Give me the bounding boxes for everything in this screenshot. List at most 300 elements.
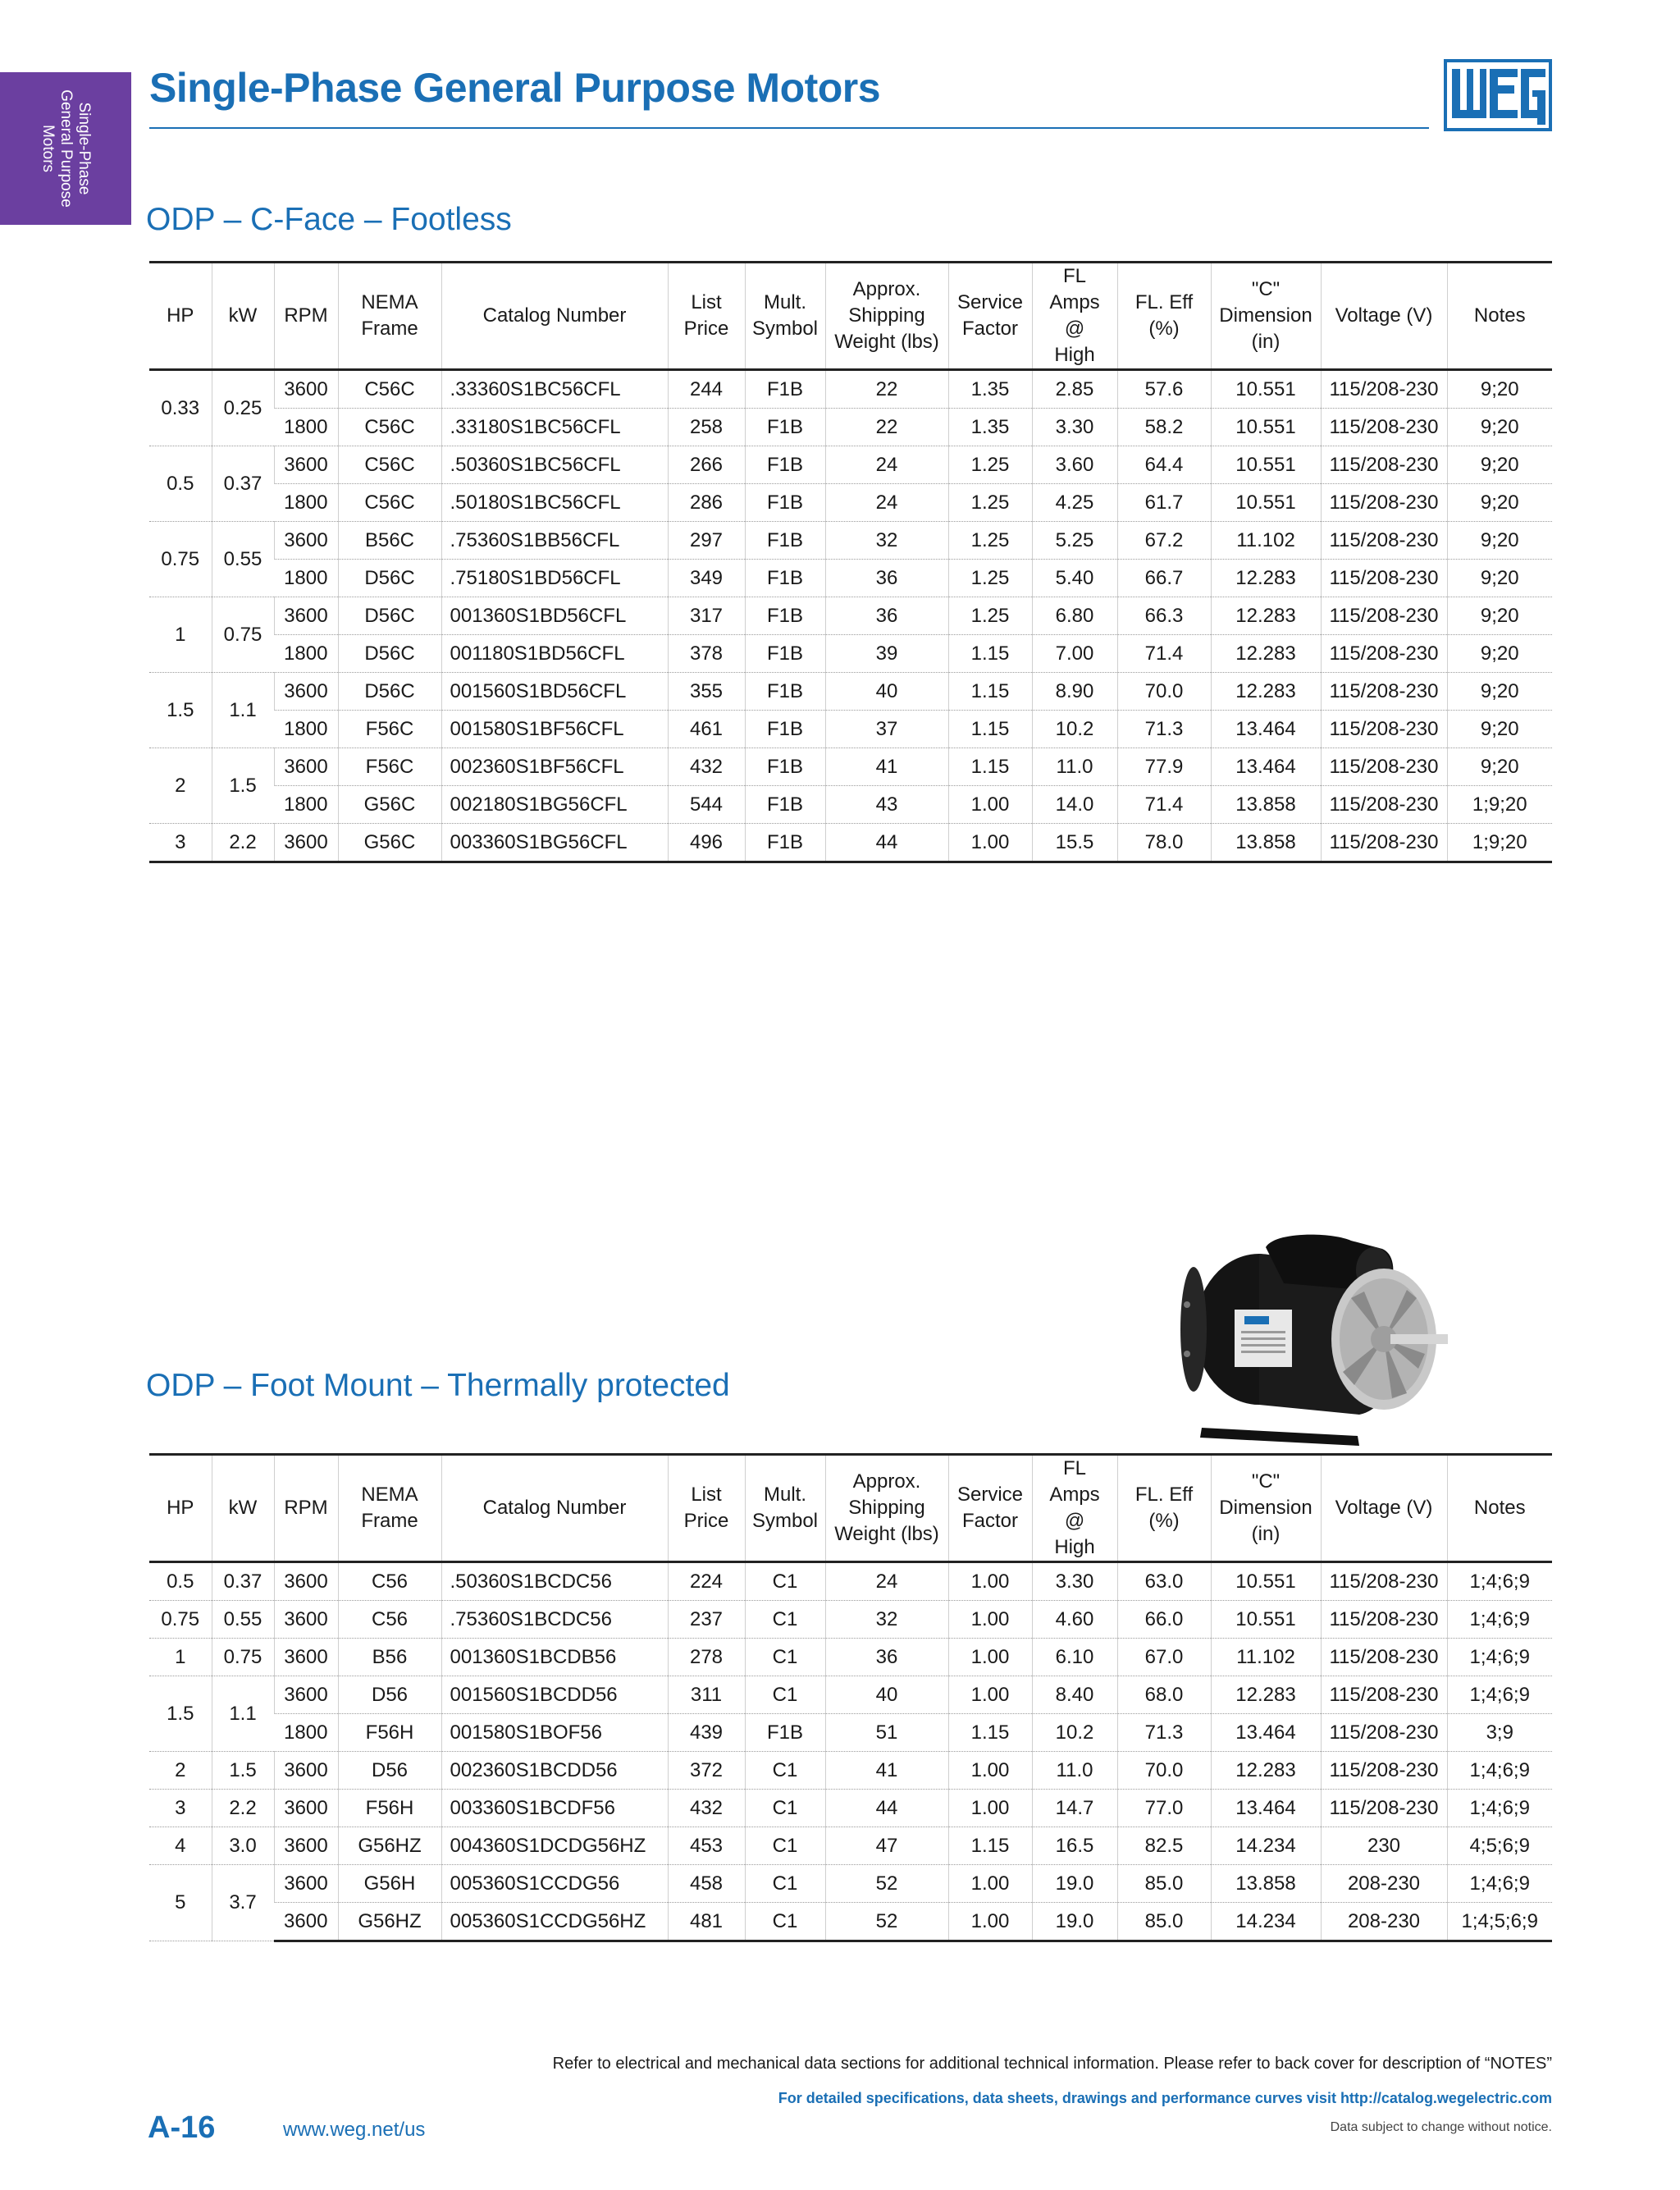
section-tab-line: Motors bbox=[39, 124, 57, 173]
price-cell: 461 bbox=[668, 711, 745, 748]
fl-eff-cell: 71.3 bbox=[1117, 711, 1211, 748]
c-dimension-cell: 14.234 bbox=[1211, 1827, 1321, 1865]
service-factor-cell: 1.00 bbox=[948, 1865, 1032, 1903]
fl-amps-cell: 8.90 bbox=[1032, 673, 1117, 711]
table-row bbox=[149, 1601, 1552, 1639]
rpm-cell: 3600 bbox=[274, 522, 338, 560]
price-cell: 317 bbox=[668, 597, 745, 635]
table-row bbox=[149, 560, 1552, 597]
service-factor-cell: 1.25 bbox=[948, 597, 1032, 635]
fl-eff-cell: 85.0 bbox=[1117, 1865, 1211, 1903]
mult-symbol-cell: C1 bbox=[745, 1752, 825, 1790]
service-factor-cell: 1.25 bbox=[948, 484, 1032, 522]
catalog-link[interactable]: For detailed specifications, data sheets, drawings and performance curves visit http://catalog.wegelectric.com bbox=[778, 2090, 1552, 2106]
table-row bbox=[149, 673, 1552, 711]
table-row bbox=[149, 409, 1552, 446]
notes-cell: 1;4;5;6;9 bbox=[1447, 1903, 1552, 1941]
price-cell: 297 bbox=[668, 522, 745, 560]
catalog-number-cell: .50360S1BCDC56 bbox=[441, 1562, 668, 1601]
mult-symbol-cell: F1B bbox=[745, 673, 825, 711]
weight-cell: 44 bbox=[825, 824, 948, 862]
voltage-cell: 115/208-230 bbox=[1321, 370, 1447, 409]
weight-cell: 37 bbox=[825, 711, 948, 748]
price-cell: 481 bbox=[668, 1903, 745, 1941]
catalog-number-cell: 002180S1BG56CFL bbox=[441, 786, 668, 824]
col-voltage: Voltage (V) bbox=[1321, 1455, 1447, 1562]
hp-cell: 0.75 bbox=[149, 522, 212, 597]
price-cell: 224 bbox=[668, 1562, 745, 1601]
fl-eff-cell: 77.0 bbox=[1117, 1790, 1211, 1827]
col-notes: Notes bbox=[1447, 1455, 1552, 1562]
col-fl-eff: FL. Eff (%) bbox=[1117, 263, 1211, 370]
notes-cell: 9;20 bbox=[1447, 560, 1552, 597]
col-shipping-weight: Approx. Shipping Weight (lbs) bbox=[825, 263, 948, 370]
c-dimension-cell: 10.551 bbox=[1211, 446, 1321, 484]
fl-eff-cell: 67.0 bbox=[1117, 1639, 1211, 1676]
catalog-number-cell: 001360S1BD56CFL bbox=[441, 597, 668, 635]
fl-amps-cell: 4.25 bbox=[1032, 484, 1117, 522]
voltage-cell: 115/208-230 bbox=[1321, 786, 1447, 824]
fl-eff-cell: 67.2 bbox=[1117, 522, 1211, 560]
fl-amps-cell: 16.5 bbox=[1032, 1827, 1117, 1865]
weight-cell: 24 bbox=[825, 484, 948, 522]
fl-amps-cell: 11.0 bbox=[1032, 748, 1117, 786]
catalog-number-cell: 001360S1BCDB56 bbox=[441, 1639, 668, 1676]
title-divider bbox=[149, 127, 1429, 129]
table-header-row bbox=[149, 1455, 1552, 1562]
table-row bbox=[149, 1827, 1552, 1865]
fl-eff-cell: 63.0 bbox=[1117, 1562, 1211, 1601]
fl-eff-cell: 64.4 bbox=[1117, 446, 1211, 484]
voltage-cell: 115/208-230 bbox=[1321, 522, 1447, 560]
frame-cell: F56H bbox=[338, 1714, 441, 1752]
fl-eff-cell: 58.2 bbox=[1117, 409, 1211, 446]
weight-cell: 41 bbox=[825, 748, 948, 786]
weight-cell: 43 bbox=[825, 786, 948, 824]
rpm-cell: 3600 bbox=[274, 1865, 338, 1903]
c-dimension-cell: 10.551 bbox=[1211, 484, 1321, 522]
rpm-cell: 3600 bbox=[274, 1601, 338, 1639]
service-factor-cell: 1.15 bbox=[948, 711, 1032, 748]
price-cell: 458 bbox=[668, 1865, 745, 1903]
table-row bbox=[149, 748, 1552, 786]
c-dimension-cell: 11.102 bbox=[1211, 1639, 1321, 1676]
voltage-cell: 115/208-230 bbox=[1321, 1639, 1447, 1676]
fl-eff-cell: 71.4 bbox=[1117, 786, 1211, 824]
catalog-number-cell: 004360S1DCDG56HZ bbox=[441, 1827, 668, 1865]
voltage-cell: 208-230 bbox=[1321, 1865, 1447, 1903]
table-row bbox=[149, 1714, 1552, 1752]
fl-amps-cell: 7.00 bbox=[1032, 635, 1117, 673]
catalog-number-cell: 003360S1BCDF56 bbox=[441, 1790, 668, 1827]
service-factor-cell: 1.25 bbox=[948, 446, 1032, 484]
frame-cell: F56C bbox=[338, 711, 441, 748]
price-cell: 544 bbox=[668, 786, 745, 824]
mult-symbol-cell: F1B bbox=[745, 748, 825, 786]
fl-eff-cell: 71.3 bbox=[1117, 1714, 1211, 1752]
catalog-number-cell: 005360S1CCDG56HZ bbox=[441, 1903, 668, 1941]
notes-cell: 4;5;6;9 bbox=[1447, 1827, 1552, 1865]
fl-amps-cell: 10.2 bbox=[1032, 1714, 1117, 1752]
price-cell: 432 bbox=[668, 748, 745, 786]
mult-symbol-cell: F1B bbox=[745, 446, 825, 484]
notes-cell: 9;20 bbox=[1447, 711, 1552, 748]
kw-cell: 1.1 bbox=[212, 1676, 274, 1752]
col-catalog-number: Catalog Number bbox=[441, 1455, 668, 1562]
rpm-cell: 3600 bbox=[274, 673, 338, 711]
c-dimension-cell: 13.464 bbox=[1211, 1790, 1321, 1827]
catalog-number-cell: 001560S1BD56CFL bbox=[441, 673, 668, 711]
notes-cell: 9;20 bbox=[1447, 370, 1552, 409]
weight-cell: 36 bbox=[825, 597, 948, 635]
page-title: Single-Phase General Purpose Motors bbox=[149, 65, 881, 111]
fl-amps-cell: 19.0 bbox=[1032, 1865, 1117, 1903]
table-row bbox=[149, 370, 1552, 409]
frame-cell: G56C bbox=[338, 824, 441, 862]
kw-cell: 2.2 bbox=[212, 824, 274, 862]
price-cell: 432 bbox=[668, 1790, 745, 1827]
hp-cell: 5 bbox=[149, 1865, 212, 1941]
table-row bbox=[149, 1752, 1552, 1790]
price-cell: 372 bbox=[668, 1752, 745, 1790]
frame-cell: D56C bbox=[338, 673, 441, 711]
website-link[interactable]: www.weg.net/us bbox=[283, 2119, 426, 2141]
notes-cell: 9;20 bbox=[1447, 748, 1552, 786]
col-kw: kW bbox=[212, 1455, 274, 1562]
mult-symbol-cell: C1 bbox=[745, 1865, 825, 1903]
c-dimension-cell: 12.283 bbox=[1211, 1676, 1321, 1714]
mult-symbol-cell: F1B bbox=[745, 786, 825, 824]
fl-amps-cell: 5.25 bbox=[1032, 522, 1117, 560]
price-cell: 286 bbox=[668, 484, 745, 522]
service-factor-cell: 1.35 bbox=[948, 409, 1032, 446]
price-cell: 349 bbox=[668, 560, 745, 597]
rpm-cell: 3600 bbox=[274, 1827, 338, 1865]
catalog-number-cell: 005360S1CCDG56 bbox=[441, 1865, 668, 1903]
c-dimension-cell: 13.464 bbox=[1211, 711, 1321, 748]
fl-amps-cell: 6.80 bbox=[1032, 597, 1117, 635]
c-dimension-cell: 10.551 bbox=[1211, 1601, 1321, 1639]
spec-table-c-face bbox=[149, 261, 1552, 863]
price-cell: 311 bbox=[668, 1676, 745, 1714]
rpm-cell: 3600 bbox=[274, 1562, 338, 1601]
c-dimension-cell: 12.283 bbox=[1211, 635, 1321, 673]
service-factor-cell: 1.25 bbox=[948, 560, 1032, 597]
voltage-cell: 115/208-230 bbox=[1321, 1676, 1447, 1714]
mult-symbol-cell: C1 bbox=[745, 1903, 825, 1941]
fl-eff-cell: 66.3 bbox=[1117, 597, 1211, 635]
notes-cell: 9;20 bbox=[1447, 484, 1552, 522]
col-list-price: List Price bbox=[668, 1455, 745, 1562]
col-nema-frame: NEMA Frame bbox=[338, 263, 441, 370]
frame-cell: D56C bbox=[338, 560, 441, 597]
fl-amps-cell: 15.5 bbox=[1032, 824, 1117, 862]
kw-cell: 1.5 bbox=[212, 1752, 274, 1790]
kw-cell: 1.5 bbox=[212, 748, 274, 824]
table-row bbox=[149, 711, 1552, 748]
catalog-number-cell: 003360S1BG56CFL bbox=[441, 824, 668, 862]
mult-symbol-cell: F1B bbox=[745, 370, 825, 409]
section-title-c-face: ODP – C-Face – Footless bbox=[146, 202, 512, 237]
col-voltage: Voltage (V) bbox=[1321, 263, 1447, 370]
weight-cell: 22 bbox=[825, 409, 948, 446]
voltage-cell: 115/208-230 bbox=[1321, 409, 1447, 446]
notes-cell: 1;4;6;9 bbox=[1447, 1752, 1552, 1790]
weight-cell: 44 bbox=[825, 1790, 948, 1827]
fl-eff-cell: 78.0 bbox=[1117, 824, 1211, 862]
mult-symbol-cell: F1B bbox=[745, 824, 825, 862]
voltage-cell: 115/208-230 bbox=[1321, 597, 1447, 635]
price-cell: 439 bbox=[668, 1714, 745, 1752]
fl-amps-cell: 5.40 bbox=[1032, 560, 1117, 597]
frame-cell: B56C bbox=[338, 522, 441, 560]
rpm-cell: 3600 bbox=[274, 1676, 338, 1714]
table-row bbox=[149, 1676, 1552, 1714]
c-dimension-cell: 12.283 bbox=[1211, 1752, 1321, 1790]
frame-cell: G56H bbox=[338, 1865, 441, 1903]
service-factor-cell: 1.15 bbox=[948, 748, 1032, 786]
service-factor-cell: 1.35 bbox=[948, 370, 1032, 409]
kw-cell: 0.75 bbox=[212, 1639, 274, 1676]
c-dimension-cell: 13.858 bbox=[1211, 824, 1321, 862]
catalog-number-cell: .75360S1BCDC56 bbox=[441, 1601, 668, 1639]
catalog-number-cell: 002360S1BCDD56 bbox=[441, 1752, 668, 1790]
frame-cell: C56C bbox=[338, 484, 441, 522]
col-kw: kW bbox=[212, 263, 274, 370]
fl-amps-cell: 4.60 bbox=[1032, 1601, 1117, 1639]
c-dimension-cell: 10.551 bbox=[1211, 370, 1321, 409]
fl-amps-cell: 3.60 bbox=[1032, 446, 1117, 484]
voltage-cell: 115/208-230 bbox=[1321, 1752, 1447, 1790]
hp-cell: 4 bbox=[149, 1827, 212, 1865]
notes-cell: 9;20 bbox=[1447, 522, 1552, 560]
hp-cell: 1 bbox=[149, 1639, 212, 1676]
rpm-cell: 1800 bbox=[274, 1714, 338, 1752]
fl-amps-cell: 19.0 bbox=[1032, 1903, 1117, 1941]
rpm-cell: 1800 bbox=[274, 635, 338, 673]
frame-cell: C56 bbox=[338, 1601, 441, 1639]
rpm-cell: 1800 bbox=[274, 484, 338, 522]
notes-cell: 1;4;6;9 bbox=[1447, 1562, 1552, 1601]
c-dimension-cell: 12.283 bbox=[1211, 673, 1321, 711]
c-dimension-cell: 10.551 bbox=[1211, 409, 1321, 446]
table-row bbox=[149, 446, 1552, 484]
service-factor-cell: 1.00 bbox=[948, 1562, 1032, 1601]
rpm-cell: 3600 bbox=[274, 824, 338, 862]
c-dimension-cell: 11.102 bbox=[1211, 522, 1321, 560]
section-title-foot-mount: ODP – Foot Mount – Thermally protected bbox=[146, 1368, 730, 1403]
fl-eff-cell: 77.9 bbox=[1117, 748, 1211, 786]
table-header-row bbox=[149, 263, 1552, 370]
price-cell: 355 bbox=[668, 673, 745, 711]
service-factor-cell: 1.00 bbox=[948, 1639, 1032, 1676]
hp-cell: 0.5 bbox=[149, 1562, 212, 1601]
notes-cell: 1;4;6;9 bbox=[1447, 1676, 1552, 1714]
table-row bbox=[149, 635, 1552, 673]
hp-cell: 0.33 bbox=[149, 370, 212, 446]
rpm-cell: 1800 bbox=[274, 409, 338, 446]
price-cell: 266 bbox=[668, 446, 745, 484]
notes-cell: 1;4;6;9 bbox=[1447, 1639, 1552, 1676]
col-rpm: RPM bbox=[274, 1455, 338, 1562]
voltage-cell: 115/208-230 bbox=[1321, 711, 1447, 748]
frame-cell: C56C bbox=[338, 370, 441, 409]
c-dimension-cell: 13.858 bbox=[1211, 1865, 1321, 1903]
mult-symbol-cell: F1B bbox=[745, 597, 825, 635]
table-row bbox=[149, 786, 1552, 824]
voltage-cell: 115/208-230 bbox=[1321, 1790, 1447, 1827]
col-c-dimension: "C" Dimension (in) bbox=[1211, 263, 1321, 370]
service-factor-cell: 1.00 bbox=[948, 1790, 1032, 1827]
kw-cell: 0.55 bbox=[212, 1601, 274, 1639]
col-fl-amps: FL Amps @ High bbox=[1032, 263, 1117, 370]
rpm-cell: 1800 bbox=[274, 560, 338, 597]
fl-eff-cell: 71.4 bbox=[1117, 635, 1211, 673]
c-dimension-cell: 12.283 bbox=[1211, 597, 1321, 635]
weight-cell: 40 bbox=[825, 673, 948, 711]
mult-symbol-cell: C1 bbox=[745, 1827, 825, 1865]
price-cell: 258 bbox=[668, 409, 745, 446]
notes-cell: 1;9;20 bbox=[1447, 824, 1552, 862]
weight-cell: 41 bbox=[825, 1752, 948, 1790]
fl-eff-cell: 70.0 bbox=[1117, 673, 1211, 711]
fl-eff-cell: 57.6 bbox=[1117, 370, 1211, 409]
voltage-cell: 115/208-230 bbox=[1321, 484, 1447, 522]
rpm-cell: 3600 bbox=[274, 1903, 338, 1941]
rpm-cell: 3600 bbox=[274, 1790, 338, 1827]
notes-cell: 1;4;6;9 bbox=[1447, 1790, 1552, 1827]
frame-cell: G56HZ bbox=[338, 1903, 441, 1941]
footer-note: Refer to electrical and mechanical data sections for additional technical information. Please refer to back cover for description of “NOTES” bbox=[552, 2055, 1552, 2073]
fl-amps-cell: 3.30 bbox=[1032, 409, 1117, 446]
mult-symbol-cell: F1B bbox=[745, 635, 825, 673]
table-row bbox=[149, 484, 1552, 522]
service-factor-cell: 1.00 bbox=[948, 824, 1032, 862]
service-factor-cell: 1.00 bbox=[948, 1601, 1032, 1639]
fl-eff-cell: 66.7 bbox=[1117, 560, 1211, 597]
frame-cell: B56 bbox=[338, 1639, 441, 1676]
weight-cell: 52 bbox=[825, 1865, 948, 1903]
frame-cell: F56C bbox=[338, 748, 441, 786]
col-nema-frame: NEMA Frame bbox=[338, 1455, 441, 1562]
c-dimension-cell: 13.464 bbox=[1211, 1714, 1321, 1752]
voltage-cell: 208-230 bbox=[1321, 1903, 1447, 1941]
disclaimer: Data subject to change without notice. bbox=[1330, 2120, 1552, 2134]
frame-cell: D56 bbox=[338, 1752, 441, 1790]
weight-cell: 40 bbox=[825, 1676, 948, 1714]
fl-amps-cell: 10.2 bbox=[1032, 711, 1117, 748]
section-tab-label bbox=[39, 79, 93, 218]
voltage-cell: 230 bbox=[1321, 1827, 1447, 1865]
fl-eff-cell: 66.0 bbox=[1117, 1601, 1211, 1639]
frame-cell: C56 bbox=[338, 1562, 441, 1601]
c-dimension-cell: 10.551 bbox=[1211, 1562, 1321, 1601]
kw-cell: 3.7 bbox=[212, 1865, 274, 1941]
service-factor-cell: 1.00 bbox=[948, 1676, 1032, 1714]
frame-cell: D56C bbox=[338, 635, 441, 673]
hp-cell: 1.5 bbox=[149, 673, 212, 748]
voltage-cell: 115/208-230 bbox=[1321, 748, 1447, 786]
voltage-cell: 115/208-230 bbox=[1321, 635, 1447, 673]
service-factor-cell: 1.00 bbox=[948, 786, 1032, 824]
catalog-number-cell: .75180S1BD56CFL bbox=[441, 560, 668, 597]
mult-symbol-cell: F1B bbox=[745, 484, 825, 522]
motor-image bbox=[1169, 1231, 1452, 1451]
frame-cell: D56C bbox=[338, 597, 441, 635]
weight-cell: 22 bbox=[825, 370, 948, 409]
frame-cell: F56H bbox=[338, 1790, 441, 1827]
catalog-number-cell: 001180S1BD56CFL bbox=[441, 635, 668, 673]
kw-cell: 1.1 bbox=[212, 673, 274, 748]
notes-cell: 9;20 bbox=[1447, 446, 1552, 484]
catalog-number-cell: 001560S1BCDD56 bbox=[441, 1676, 668, 1714]
table-row bbox=[149, 597, 1552, 635]
hp-cell: 1 bbox=[149, 597, 212, 673]
catalog-number-cell: .50180S1BC56CFL bbox=[441, 484, 668, 522]
table-row bbox=[149, 1790, 1552, 1827]
rpm-cell: 3600 bbox=[274, 446, 338, 484]
service-factor-cell: 1.25 bbox=[948, 522, 1032, 560]
hp-cell: 3 bbox=[149, 1790, 212, 1827]
price-cell: 244 bbox=[668, 370, 745, 409]
catalog-number-cell: .75360S1BB56CFL bbox=[441, 522, 668, 560]
table-row bbox=[149, 1903, 1552, 1941]
frame-cell: G56HZ bbox=[338, 1827, 441, 1865]
catalog-number-cell: .33180S1BC56CFL bbox=[441, 409, 668, 446]
mult-symbol-cell: C1 bbox=[745, 1601, 825, 1639]
voltage-cell: 115/208-230 bbox=[1321, 560, 1447, 597]
col-rpm: RPM bbox=[274, 263, 338, 370]
col-shipping-weight: Approx. Shipping Weight (lbs) bbox=[825, 1455, 948, 1562]
voltage-cell: 115/208-230 bbox=[1321, 673, 1447, 711]
c-dimension-cell: 13.464 bbox=[1211, 748, 1321, 786]
c-dimension-cell: 13.858 bbox=[1211, 786, 1321, 824]
col-catalog-number: Catalog Number bbox=[441, 263, 668, 370]
col-notes: Notes bbox=[1447, 263, 1552, 370]
weight-cell: 36 bbox=[825, 560, 948, 597]
weight-cell: 32 bbox=[825, 1601, 948, 1639]
table-row bbox=[149, 1639, 1552, 1676]
notes-cell: 9;20 bbox=[1447, 409, 1552, 446]
c-dimension-cell: 14.234 bbox=[1211, 1903, 1321, 1941]
rpm-cell: 3600 bbox=[274, 370, 338, 409]
service-factor-cell: 1.00 bbox=[948, 1752, 1032, 1790]
rpm-cell: 1800 bbox=[274, 786, 338, 824]
kw-cell: 2.2 bbox=[212, 1790, 274, 1827]
col-hp: HP bbox=[149, 263, 212, 370]
catalog-number-cell: 002360S1BF56CFL bbox=[441, 748, 668, 786]
frame-cell: C56C bbox=[338, 409, 441, 446]
weight-cell: 32 bbox=[825, 522, 948, 560]
frame-cell: D56 bbox=[338, 1676, 441, 1714]
fl-amps-cell: 2.85 bbox=[1032, 370, 1117, 409]
price-cell: 496 bbox=[668, 824, 745, 862]
rpm-cell: 3600 bbox=[274, 748, 338, 786]
mult-symbol-cell: C1 bbox=[745, 1562, 825, 1601]
col-c-dimension: "C" Dimension (in) bbox=[1211, 1455, 1321, 1562]
fl-amps-cell: 11.0 bbox=[1032, 1752, 1117, 1790]
kw-cell: 0.37 bbox=[212, 446, 274, 522]
voltage-cell: 115/208-230 bbox=[1321, 824, 1447, 862]
voltage-cell: 115/208-230 bbox=[1321, 1601, 1447, 1639]
kw-cell: 0.37 bbox=[212, 1562, 274, 1601]
weg-logo bbox=[1444, 59, 1552, 131]
col-hp: HP bbox=[149, 1455, 212, 1562]
page-number: A-16 bbox=[148, 2110, 216, 2145]
hp-cell: 2 bbox=[149, 748, 212, 824]
mult-symbol-cell: F1B bbox=[745, 711, 825, 748]
weight-cell: 47 bbox=[825, 1827, 948, 1865]
